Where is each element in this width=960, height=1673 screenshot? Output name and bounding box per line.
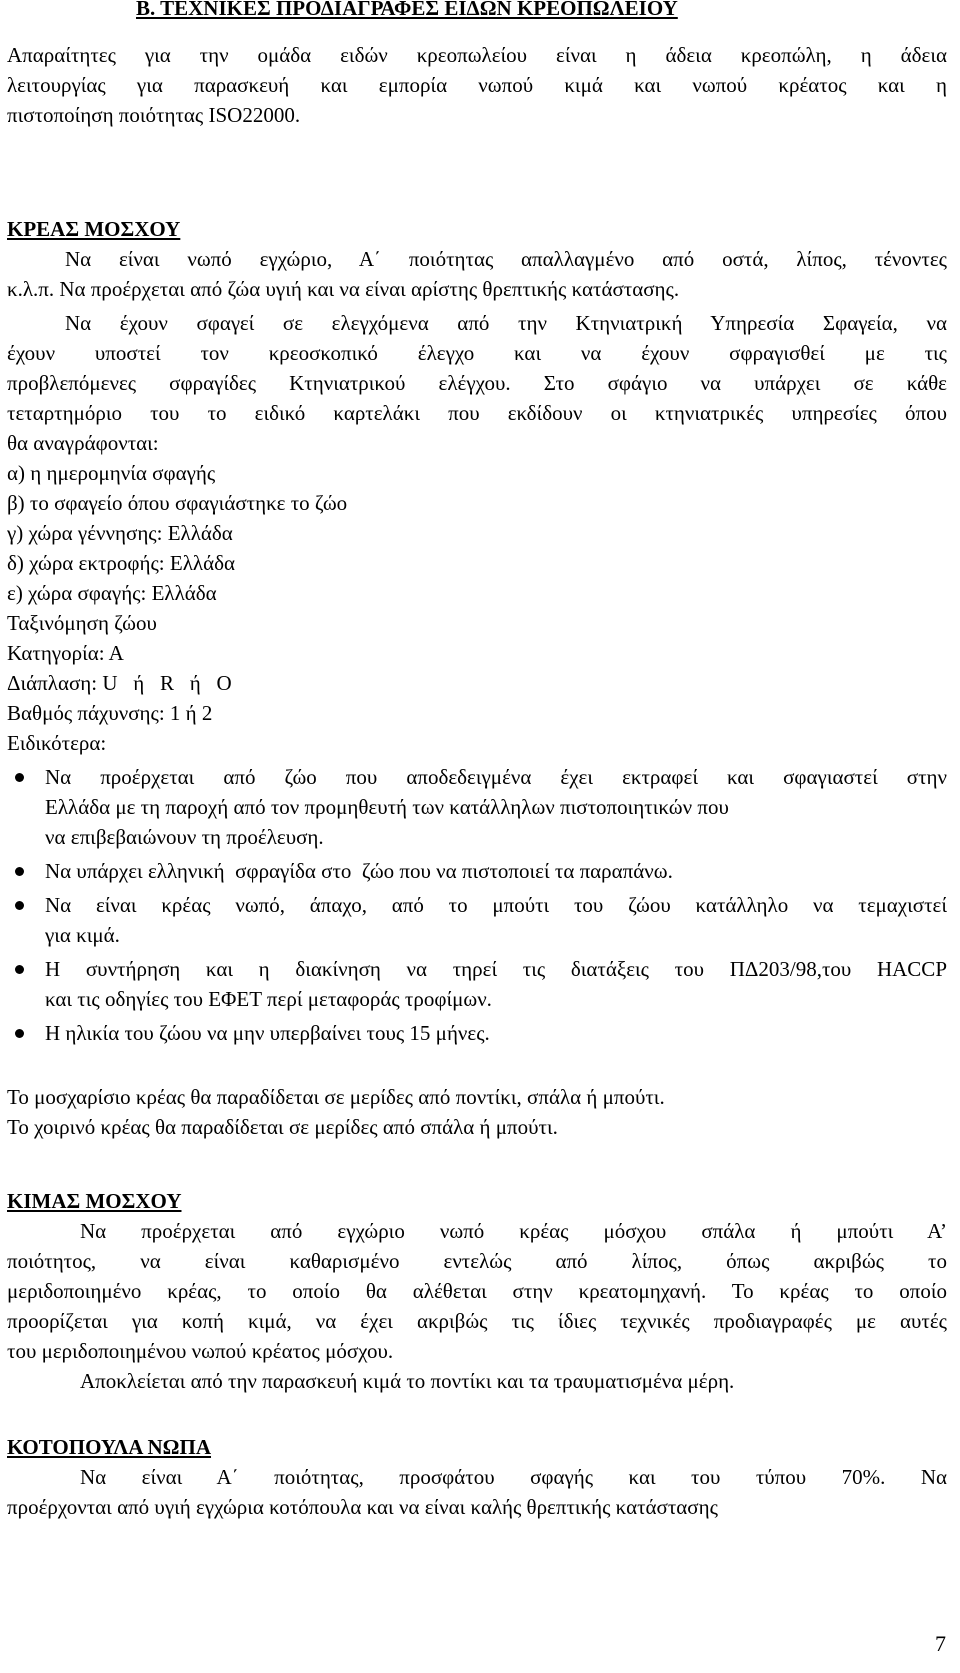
veal-line: τεταρτημόριο του το ειδικό καρτελάκι που εκδίδουν οι κτηνιατρικές υπηρεσίες όπου [7, 401, 947, 425]
veal-line: Ειδικότερα: [7, 731, 107, 755]
bullet-icon [7, 1019, 37, 1049]
veal-line: γ) χώρα γέννησης: Ελλάδα [7, 521, 233, 545]
mince-line: προορίζεται για κοπή κιμά, να έχει ακριβώς τις ίδιες τεχνικές προδιαγραφές με αυτές [7, 1309, 947, 1333]
page-number: 7 [935, 1631, 946, 1656]
veal-line: Κατηγορία: Α [7, 641, 124, 665]
list-item: Να είναι κρέας νωπό, άπαχο, από το μπούτι του ζώου κατάλληλο να τεμαχιστεί [7, 891, 947, 921]
bullet-icon [7, 763, 37, 793]
list-item: Η συντήρηση και η διακίνηση να τηρεί τις διατάξεις του ΠΔ203/98,του HACCP [7, 955, 947, 985]
veal-line: δ) χώρα εκτροφής: Ελλάδα [7, 551, 235, 575]
veal-line: κ.λ.π. Να προέρχεται από ζώα υγιή και να είναι αρίστης θρεπτικής κατάστασης. [7, 277, 680, 301]
veal-line: α) η ημερομηνία σφαγής [7, 461, 216, 485]
veal-line: προβλεπόμενες σφραγίδες Κτηνιατρικού ελέγχου. Στο σφάγιο να υπάρχει σε κάθε [7, 371, 947, 395]
veal-line: Ταξινόμηση ζώου [7, 611, 157, 635]
veal-line: Βαθμός πάχυνσης: 1 ή 2 [7, 701, 213, 725]
delivery-line: Το μοσχαρίσιο κρέας θα παραδίδεται σε μερίδες από ποντίκι, σπάλα ή μπούτι. [7, 1085, 665, 1109]
list-item: Να υπάρχει ελληνική σφραγίδα στο ζώο που να πιστοποιεί τα παραπάνω. [7, 857, 947, 887]
mince-line: Αποκλείεται από την παρασκευή κιμά το ποντίκι και τα τραυματισμένα μέρη. [80, 1369, 735, 1393]
veal-line: Διάπλαση: U ή R ή O [7, 671, 232, 695]
veal-line: ε) χώρα σφαγής: Ελλάδα [7, 581, 217, 605]
veal-line: θα αναγράφονται: [7, 431, 159, 455]
intro-line: Απαραίτητες για την ομάδα ειδών κρεοπωλείου είναι η άδεια κρεοπώλη, η άδεια [7, 43, 947, 67]
delivery-line: Το χοιρινό κρέας θα παραδίδεται σε μερίδες από σπάλα ή μπούτι. [7, 1115, 558, 1139]
list-item-continuation: Ελλάδα με τη παροχή από τον προμηθευτή των κατάλληλων πιστοποιητικών που [45, 795, 729, 819]
list-item: Να προέρχεται από ζώο που αποδεδειγμένα έχει εκτραφεί και σφαγιαστεί στην [7, 763, 947, 793]
veal-line: Να έχουν σφαγεί σε ελεγχόμενα από την Κτηνιατρική Υπηρεσία Σφαγεία, να [65, 311, 947, 335]
chicken-line: Να είναι Α΄ ποιότητας, προσφάτου σφαγής και του τύπου 70%. Να [80, 1465, 947, 1489]
mince-line: μεριδοποιημένο κρέας, το οποίο θα αλέθεται στην κρεατομηχανή. Το κρέας το οποίο [7, 1279, 947, 1303]
veal-line: Να είναι νωπό εγχώριο, Α΄ ποιότητας απαλλαγμένο από οστά, λίπος, τένοντες [65, 247, 947, 271]
mince-line: ποιότητος, να είναι καθαρισμένο εντελώς από λίπος, όπως ακριβώς το [7, 1249, 947, 1273]
veal-line: β) το σφαγείο όπου σφαγιάστηκε το ζώο [7, 491, 348, 515]
section-title: Β. ΤΕΧΝΙΚΕΣ ΠΡΟΔΙΑΓΡΑΦΕΣ ΕΙΔΩΝ ΚΡΕΟΠΩΛΕΙΟΥ [136, 0, 678, 20]
veal-heading: ΚΡΕΑΣ ΜΟΣΧΟΥ [7, 217, 181, 241]
bullet-icon [7, 955, 37, 985]
list-item: Η ηλικία του ζώου να μην υπερβαίνει τους 15 μήνες. [7, 1019, 947, 1049]
bullet-icon [7, 857, 37, 887]
bullet-icon [7, 891, 37, 921]
chicken-line: προέρχονται από υγιή εγχώρια κοτόπουλα και να είναι καλής θρεπτικής κατάστασης [7, 1495, 718, 1519]
list-item-continuation: να επιβεβαιώνουν τη προέλευση. [45, 825, 324, 849]
list-item-continuation: για κιμά. [45, 923, 120, 947]
chicken-heading: ΚΟΤΟΠΟΥΛΑ ΝΩΠΑ [7, 1435, 212, 1459]
intro-line: λειτουργίας για παρασκευή και εμπορία νωπού κιμά και νωπού κρέατος και η [7, 73, 947, 97]
veal-line: έχουν υποστεί τον κρεοσκοπικό έλεγχο και να έχουν σφραγισθεί με τις [7, 341, 947, 365]
list-item-continuation: και τις οδηγίες του ΕΦΕΤ περί μεταφοράς τροφίμων. [45, 987, 492, 1011]
mince-line: Να προέρχεται από εγχώριο νωπό κρέας μόσχου σπάλα ή μπούτι Α’ [80, 1219, 947, 1243]
mince-heading: ΚΙΜΑΣ ΜΟΣΧΟΥ [7, 1189, 182, 1213]
intro-line: πιστοποίηση ποιότητας ISO22000. [7, 103, 301, 127]
mince-line: του μεριδοποιημένου νωπού κρέατος μόσχου. [7, 1339, 394, 1363]
